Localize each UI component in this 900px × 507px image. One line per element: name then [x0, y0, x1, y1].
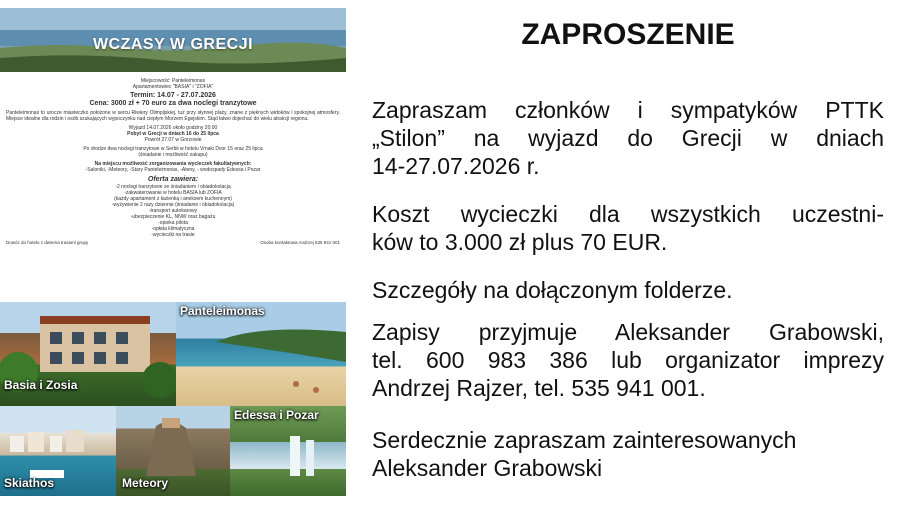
- paragraph-line: Aleksander Grabowski: [372, 455, 603, 481]
- invitation-paragraph-1: [372, 96, 884, 180]
- paragraph-line: 14-27.07.2026 r.: [372, 153, 540, 179]
- caption-meteory: Meteory: [122, 476, 169, 490]
- caption-panteleimonas: Panteleimonas: [180, 304, 265, 318]
- flyer-offer-item: -2 noclegi tranzytowe ze śniadaniem i obiadokolacją: [115, 184, 231, 190]
- paragraph-line: Serdecznie zapraszam zainteresowanych: [372, 427, 797, 453]
- skiathos-photo: [0, 406, 116, 496]
- flyer-apartments: Apartamentowiec "BASIA" i "ZOFIA": [132, 84, 214, 90]
- invitation-paragraph-2: [372, 200, 884, 256]
- paragraph-line: Zapraszam członków i sympatyków PTTK: [372, 97, 884, 123]
- waterfall-photo: [230, 406, 346, 496]
- flyer-footer: [6, 240, 340, 245]
- invitation-title: ZAPROSZENIE: [521, 18, 735, 51]
- beach-photo: [176, 302, 346, 406]
- flyer-date-departure: Wyjazd 14.07.2026 około godziny 20:00: [128, 125, 218, 131]
- flyer-footer-left: Dowóz do hotelu z dwiema trasami grupy: [6, 240, 89, 245]
- flyer-transit-note: (śniadanie i możliwość zakupu): [138, 152, 208, 158]
- flyer-offer-item: -opieka pilota: [158, 220, 188, 226]
- flyer-footer-right: Osoba kontaktowa Andrzej 535 941 001: [260, 240, 340, 245]
- paragraph-line: Zapisy przyjmuje Aleksander Grabowski,: [372, 319, 884, 345]
- invitation-paragraph-5: [372, 426, 884, 482]
- flyer-details: [6, 78, 340, 245]
- flyer-offer-item: -transport autokarowy: [148, 208, 198, 214]
- paragraph-line: Szczegóły na dołączonym folderze.: [372, 277, 733, 303]
- flyer-transit: Po drodze dwa noclegi tranzytowe w Serbii w hotelu Vrnaki Dvor 15 oraz 25 lipca: [83, 146, 263, 152]
- flyer-offer-item: -wyżywienie 2 razy dziennie (śniadanie i obiadokolacja): [111, 202, 235, 208]
- flyer-date-return: Powrót 27.07 w Gorzowie: [144, 137, 202, 143]
- paragraph-line: „Stilon” na wyjazd do Grecji w dniach: [372, 125, 884, 151]
- invitation-paragraph-3: [372, 276, 884, 304]
- flyer-description: Panteleimonas to urocze miasteczko położone w sercu Riwiery Olimpijskiej, tuż przy słynnej plaży, znane z pięknych widoków i spokojnej atmosfery. Miejsce idealne dla rodzin i osób szukających wypoczynku nad ciepłym Morzem Egejskim. Stąd łatwo dojechać do wielu atrakcji regionu.: [6, 110, 340, 122]
- flyer-trips: -Saloniki, -Meteory, -Stary Panteleimonas, -Ateny, - wodospady Edessa i Pozar: [85, 167, 261, 173]
- hotel-photo: [0, 302, 176, 406]
- travel-flyer: [0, 8, 346, 496]
- flyer-trips-title: Na miejscu możliwość zorganizowania wycieczek fakultatywnych:: [94, 161, 252, 167]
- invitation-paragraph-4: [372, 318, 884, 402]
- flyer-location: Miejscowość: Panteleimonas: [140, 78, 206, 84]
- flyer-term: Termin: 14.07 - 27.07.2026: [130, 92, 216, 99]
- flyer-offer-item: -zakwaterowanie w hotelu BASIA lub ZOFIA: [124, 190, 222, 196]
- flyer-offer-item: -wycieczki na trasie: [151, 232, 195, 238]
- caption-skiathos: Skiathos: [4, 476, 55, 490]
- flyer-price: Cena: 3000 zł + 70 euro za dwa noclegi tranzytowe: [89, 100, 257, 107]
- flyer-date-stay: Pobyt w Grecji w dniach 16 do 25 lipca: [127, 131, 219, 137]
- paragraph-line: Andrzej Rajzer, tel. 535 941 001.: [372, 375, 706, 401]
- flyer-banner-title: WCZASY W GRECJI: [92, 36, 254, 53]
- caption-edessa-pozar: Edessa i Pozar: [234, 408, 319, 422]
- paragraph-line: ków to 3.000 zł plus 70 EUR.: [372, 229, 668, 255]
- meteora-photo: [116, 406, 230, 496]
- paragraph-line: tel. 600 983 386 lub organizator imprezy: [372, 347, 884, 373]
- paragraph-line: Koszt wycieczki dla wszystkich uczestni-: [372, 201, 884, 227]
- flyer-offer-item: (każdy apartament z łazienką i aneksem kuchennym): [114, 196, 232, 202]
- caption-basia-zosia: Basia i Zosia: [4, 378, 78, 392]
- flyer-offer-item: -ubezpieczenie KL, NNW oraz bagażu: [130, 214, 216, 220]
- flyer-offer-title: Oferta zawiera:: [147, 176, 199, 183]
- flyer-banner: [0, 8, 346, 72]
- flyer-offer-item: -opłata klimatyczna: [151, 226, 195, 232]
- flyer-photo-collage: [0, 302, 346, 496]
